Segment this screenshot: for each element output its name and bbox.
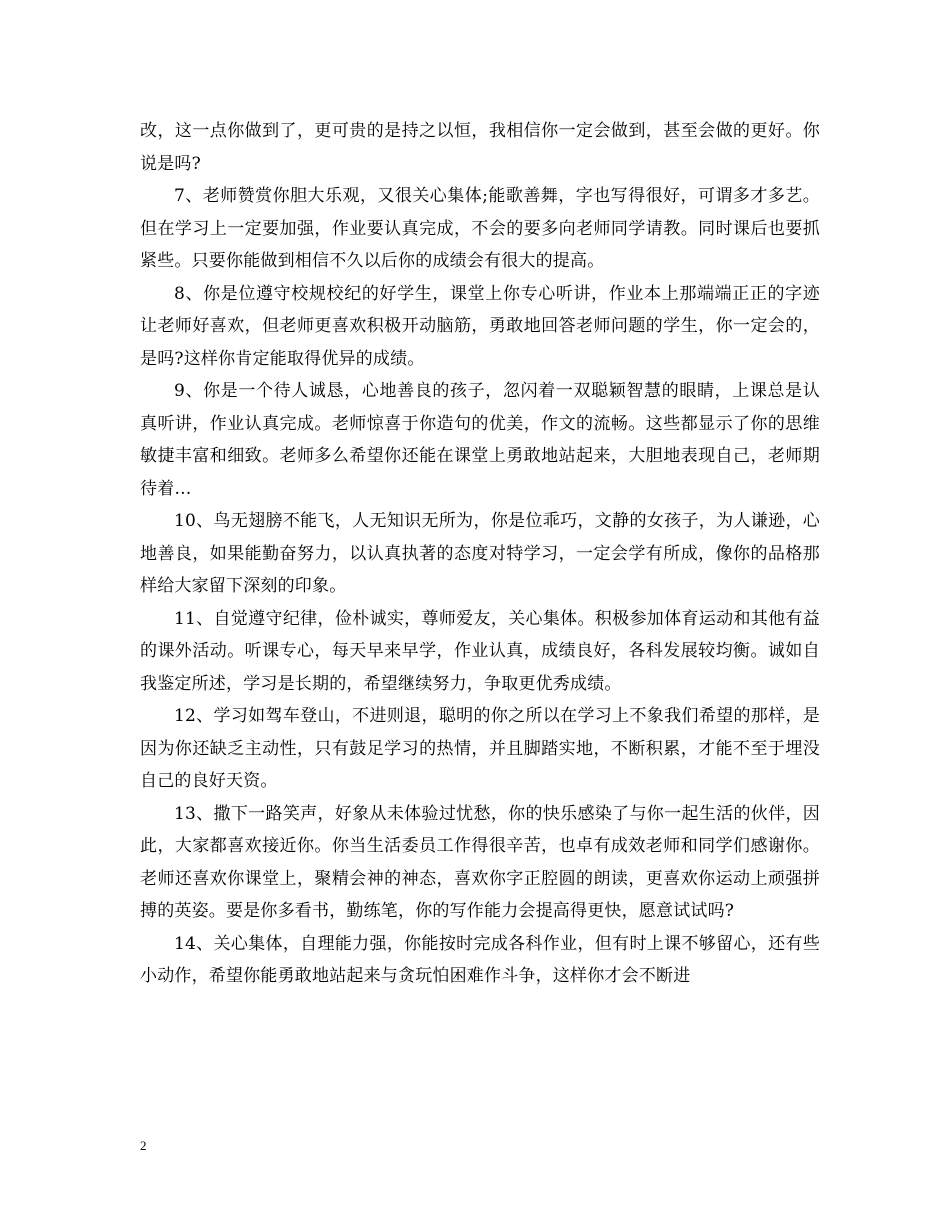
- paragraph-item-12: 12、学习如驾车登山，不进则退，聪明的你之所以在学习上不象我们希望的那样，是因为你还缺乏主动性，只有鼓足学习的热情，并且脚踏实地，不断积累，才能不至于埋没自己的良好天资。: [140, 706, 820, 791]
- document-body: [140, 115, 820, 993]
- paragraph-item-7: 7、老师赞赏你胆大乐观，又很关心集体;能歌善舞，字也写得很好，可谓多才多艺。但在学习上一定要加强，作业要认真完成，不会的要多向老师同学请教。同时课后也要抓紧些。只要你能做到相信不久以后你的成绩会有很大的提高。: [140, 186, 820, 271]
- paragraph-item-11: 11、自觉遵守纪律，俭朴诚实，尊师爱友，关心集体。积极参加体育运动和其他有益的课外活动。听课专心，每天早来早学，作业认真，成绩良好，各科发展较均衡。诚如自我鉴定所述，学习是长期的，希望继续努力，争取更优秀成绩。: [140, 608, 820, 694]
- paragraph-continuation: 改，这一点你做到了，更可贵的是持之以恒，我相信你一定会做到，甚至会做的更好。你说是吗?: [140, 121, 820, 174]
- paragraph-item-10: 10、鸟无翅膀不能飞，人无知识无所为，你是位乖巧，文静的女孩子，为人谦逊，心地善良，如果能勤奋努力，以认真执著的态度对特学习，一定会学有所成，像你的品格那样给大家留下深刻的印象。: [140, 511, 820, 596]
- paragraph-item-13: 13、撒下一路笑声，好象从未体验过忧愁，你的快乐感染了与你一起生活的伙伴，因此，大家都喜欢接近你。你当生活委员工作得很辛苦，也卓有成效老师和同学们感谢你。老师还喜欢你课堂上，聚精会神的神态，喜欢你字正腔圆的朗读，更喜欢你运动上顽强拼搏的英姿。要是你多看书，勤练笔，你的写作能力会提高得更快，愿意试试吗?: [140, 803, 820, 921]
- paragraph-item-8: 8、你是位遵守校规校纪的好学生，课堂上你专心听讲，作业本上那端端正正的字迹让老师好喜欢，但老师更喜欢积极开动脑筋，勇敢地回答老师问题的学生，你一定会的，是吗?这样你肯定能取得优异的成绩。: [140, 283, 820, 369]
- page-number: 2: [140, 1138, 147, 1153]
- paragraph-item-14: 14、关心集体，自理能力强，你能按时完成各科作业，但有时上课不够留心，还有些小动作，希望你能勇敢地站起来与贪玩怕困难作斗争，这样你才会不断进: [140, 933, 820, 986]
- paragraph-item-9: 9、你是一个待人诚恳，心地善良的孩子，忽闪着一双聪颖智慧的眼睛，上课总是认真听讲，作业认真完成。老师惊喜于你造句的优美，作文的流畅。这些都显示了你的思维敏捷丰富和细致。老师多么希望你还能在课堂上勇敢地站起来，大胆地表现自己，老师期待着…: [140, 381, 820, 499]
